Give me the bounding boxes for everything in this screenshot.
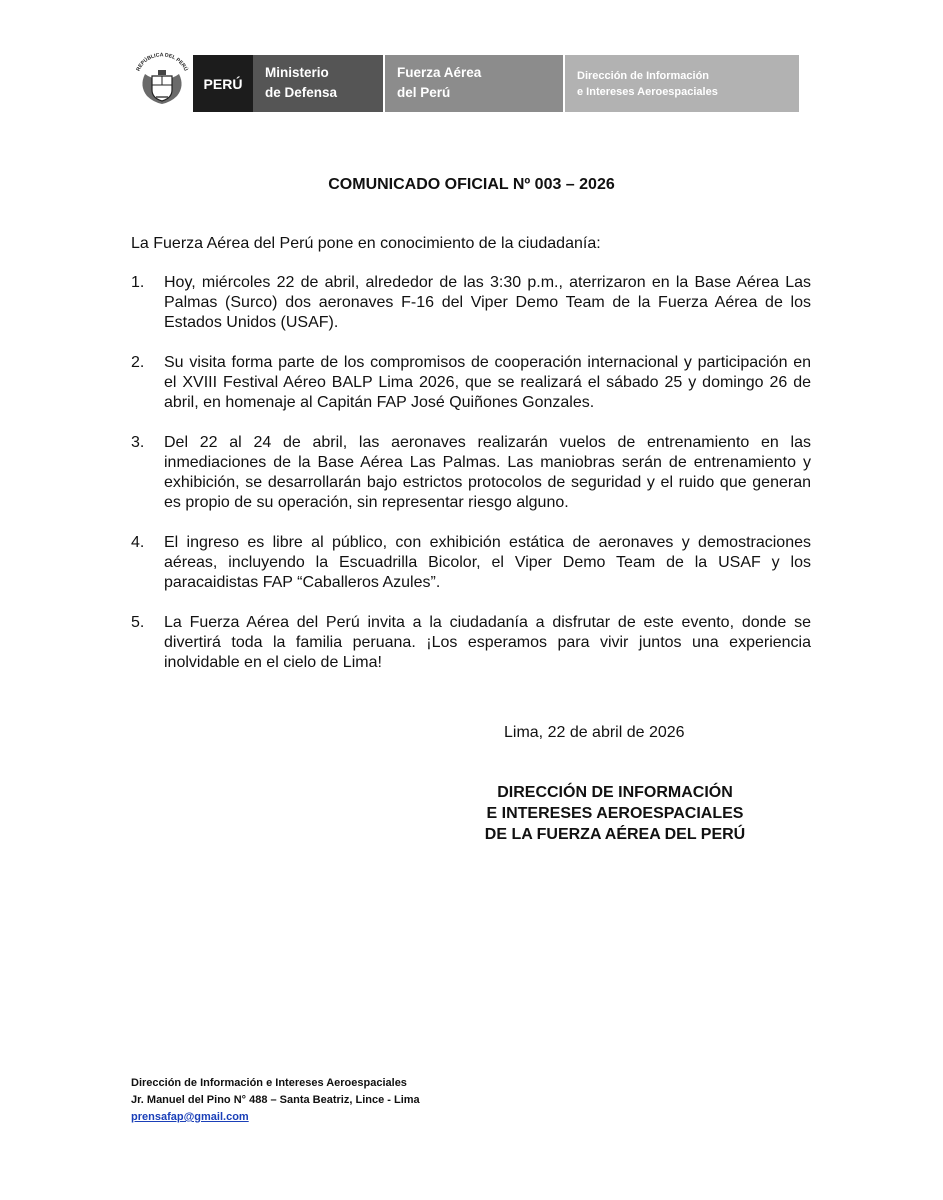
list-item: 3. Del 22 al 24 de abril, las aeronaves realizarán vuelos de entrenamiento en las inmediaciones de la Base Aérea Las Palmas. Las maniobras serán de entrenamiento y exhibición, se desarrollarán bajo estrictos protocolos de seguridad y el ruido que generan es propio de su operación, sin representar riesgo alguno. — [131, 434, 811, 511]
national-shield-icon — [131, 52, 193, 114]
list-item: 5. La Fuerza Aérea del Perú invita a la ciudadanía a disfrutar de este evento, donde se divertirá toda la familia peruana. ¡Los esperamos para vivir juntos una experiencia inolvidable en el cielo de Lima! — [131, 614, 811, 671]
country-label: PERÚ — [193, 55, 253, 112]
list-item: 2. Su visita forma parte de los compromisos de cooperación internacional y participación en el XVIII Festival Aéreo BALP Lima 2026, que se realizará el sábado 25 y domingo 26 de abril, en homenaje al Capitán FAP José Quiñones Gonzales. — [131, 354, 811, 411]
svg-text:REPÚBLICA DEL PERÚ — [136, 52, 190, 72]
footer-address: Jr. Manuel del Pino N° 488 – Santa Beatriz, Lince - Lima — [131, 1094, 420, 1106]
footer-email-link[interactable]: prensafap@gmail.com — [131, 1111, 249, 1123]
signature-block: DIRECCIÓN DE INFORMACIÓN E INTERESES AEROESPACIALES DE LA FUERZA AÉREA DEL PERÚ — [484, 784, 746, 843]
footer-contact — [131, 1075, 420, 1126]
footer-office: Dirección de Información e Intereses Aeroespaciales — [131, 1077, 407, 1089]
institutional-header — [131, 52, 799, 114]
document-title: COMUNICADO OFICIAL Nº 003 – 2026 — [328, 176, 615, 193]
ministry-label: Ministerio de Defensa — [253, 55, 383, 112]
list-item: 1. Hoy, miércoles 22 de abril, alrededor de las 3:30 p.m., aterrizaron en la Base Aérea Las Palmas (Surco) dos aeronaves F-16 del Viper Demo Team de la Fuerza Aérea de los Estados Unidos (USAF). — [131, 274, 811, 331]
statement-list — [131, 273, 811, 693]
date-line: Lima, 22 de abril de 2026 — [504, 724, 685, 741]
shield-caption: REPÚBLICA DEL PERÚ — [135, 52, 189, 73]
air-force-label: Fuerza Aérea del Perú — [385, 55, 563, 112]
direction-label: Dirección de Información e Intereses Aeroespaciales — [565, 55, 799, 112]
intro-paragraph: La Fuerza Aérea del Perú pone en conocimiento de la ciudadanía: — [131, 235, 601, 252]
list-item: 4. El ingreso es libre al público, con exhibición estática de aeronaves y demostraciones aéreas, incluyendo la Escuadrilla Bicolor, el Viper Demo Team de la USAF y los paracaidistas FAP “Caballeros Azules”. — [131, 534, 811, 591]
